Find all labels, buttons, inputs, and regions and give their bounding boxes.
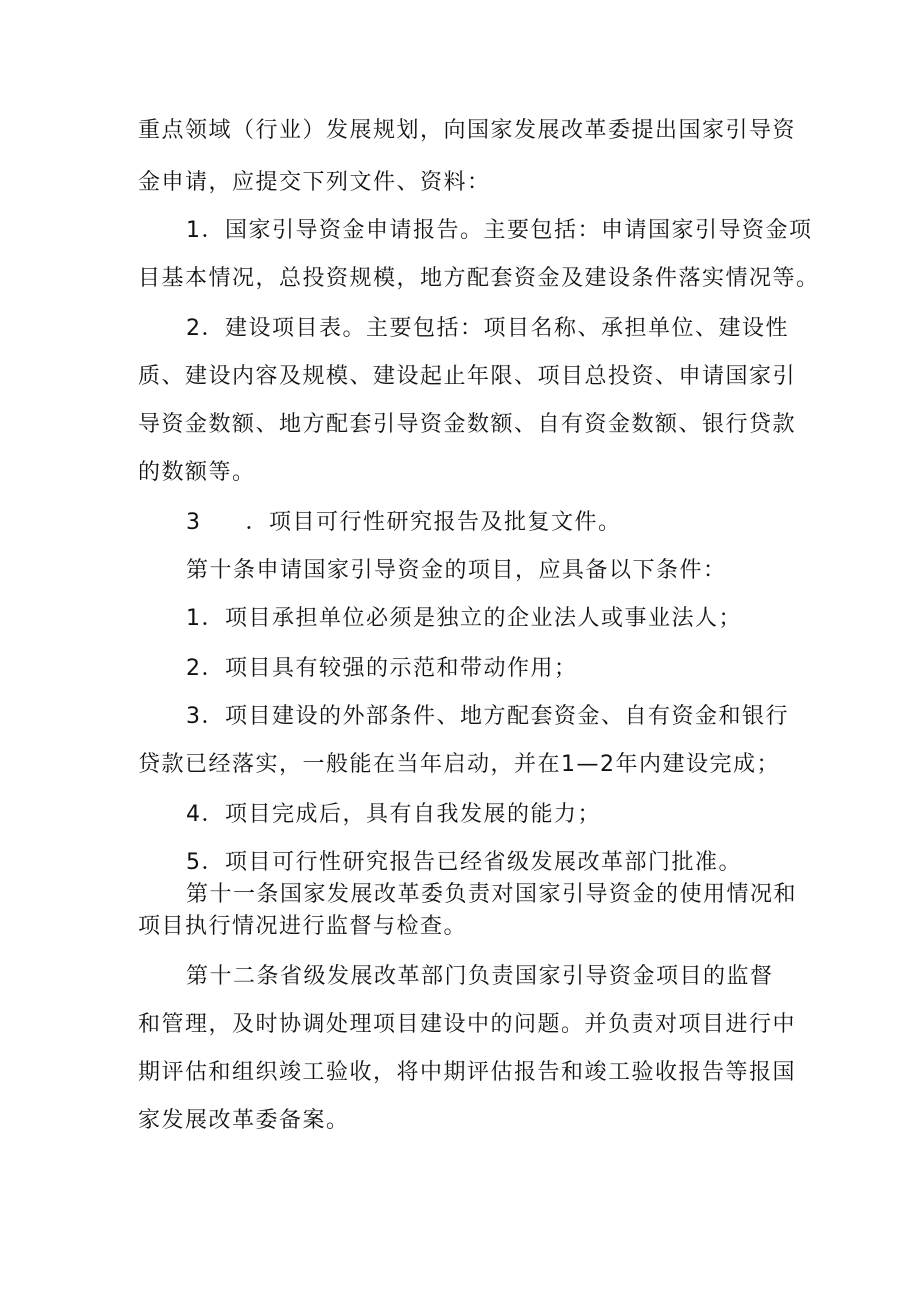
text-line: 项目执行情况进行监督与检查。 bbox=[138, 914, 468, 939]
text-line: 第十条申请国家引导资金的项目，应具备以下条件： bbox=[186, 558, 727, 583]
text-line: 导资金数额、地方配套引导资金数额、自有资金数额、银行贷款 bbox=[138, 412, 797, 437]
text-line: 第十一条国家发展改革委负责对国家引导资金的使用情况和 bbox=[186, 882, 798, 907]
text-line: 目基本情况，总投资规模，地方配套资金及建设条件落实情况等。 bbox=[138, 266, 820, 291]
text-line: 2．建设项目表。主要包括：项目名称、承担单位、建设性 bbox=[186, 316, 789, 341]
text-line: 家发展改革委备案。 bbox=[138, 1108, 350, 1133]
text-line: 2．项目具有较强的示范和带动作用； bbox=[186, 656, 578, 681]
text-line: 1．国家引导资金申请报告。主要包括：申请国家引导资金项 bbox=[186, 218, 813, 243]
text-line: 3．项目建设的外部条件、地方配套资金、自有资金和银行 bbox=[186, 704, 789, 729]
text-line: 期评估和组织竣工验收，将中期评估报告和竣工验收报告等报国 bbox=[138, 1060, 797, 1085]
text-line bbox=[0, 508, 920, 538]
text-line: 和管理，及时协调处理项目建设中的问题。并负责对项目进行中 bbox=[138, 1012, 797, 1037]
text-line: 重点领域（行业）发展规划，向国家发展改革委提出国家引导资 bbox=[138, 118, 797, 143]
text-line: 1．项目承担单位必须是独立的企业法人或事业法人； bbox=[186, 606, 742, 631]
text-line: 4．项目完成后，具有自我发展的能力； bbox=[186, 802, 601, 827]
text-line: 贷款已经落实，一般能在当年启动，并在1—2年内建设完成； bbox=[138, 752, 780, 777]
text-line: 第十二条省级发展改革部门负责国家引导资金项目的监督 bbox=[186, 964, 774, 989]
item-text: ．项目可行性研究报告及批复文件。 bbox=[245, 510, 622, 535]
item-number: 3 bbox=[186, 510, 202, 535]
text-line: 质、建设内容及规模、建设起止年限、项目总投资、申请国家引 bbox=[138, 364, 797, 389]
text-line: 5．项目可行性研究报告已经省级发展改革部门批准。 bbox=[186, 850, 742, 875]
text-line: 金申请，应提交下列文件、资料： bbox=[138, 170, 491, 195]
text-line: 的数额等。 bbox=[138, 460, 256, 485]
